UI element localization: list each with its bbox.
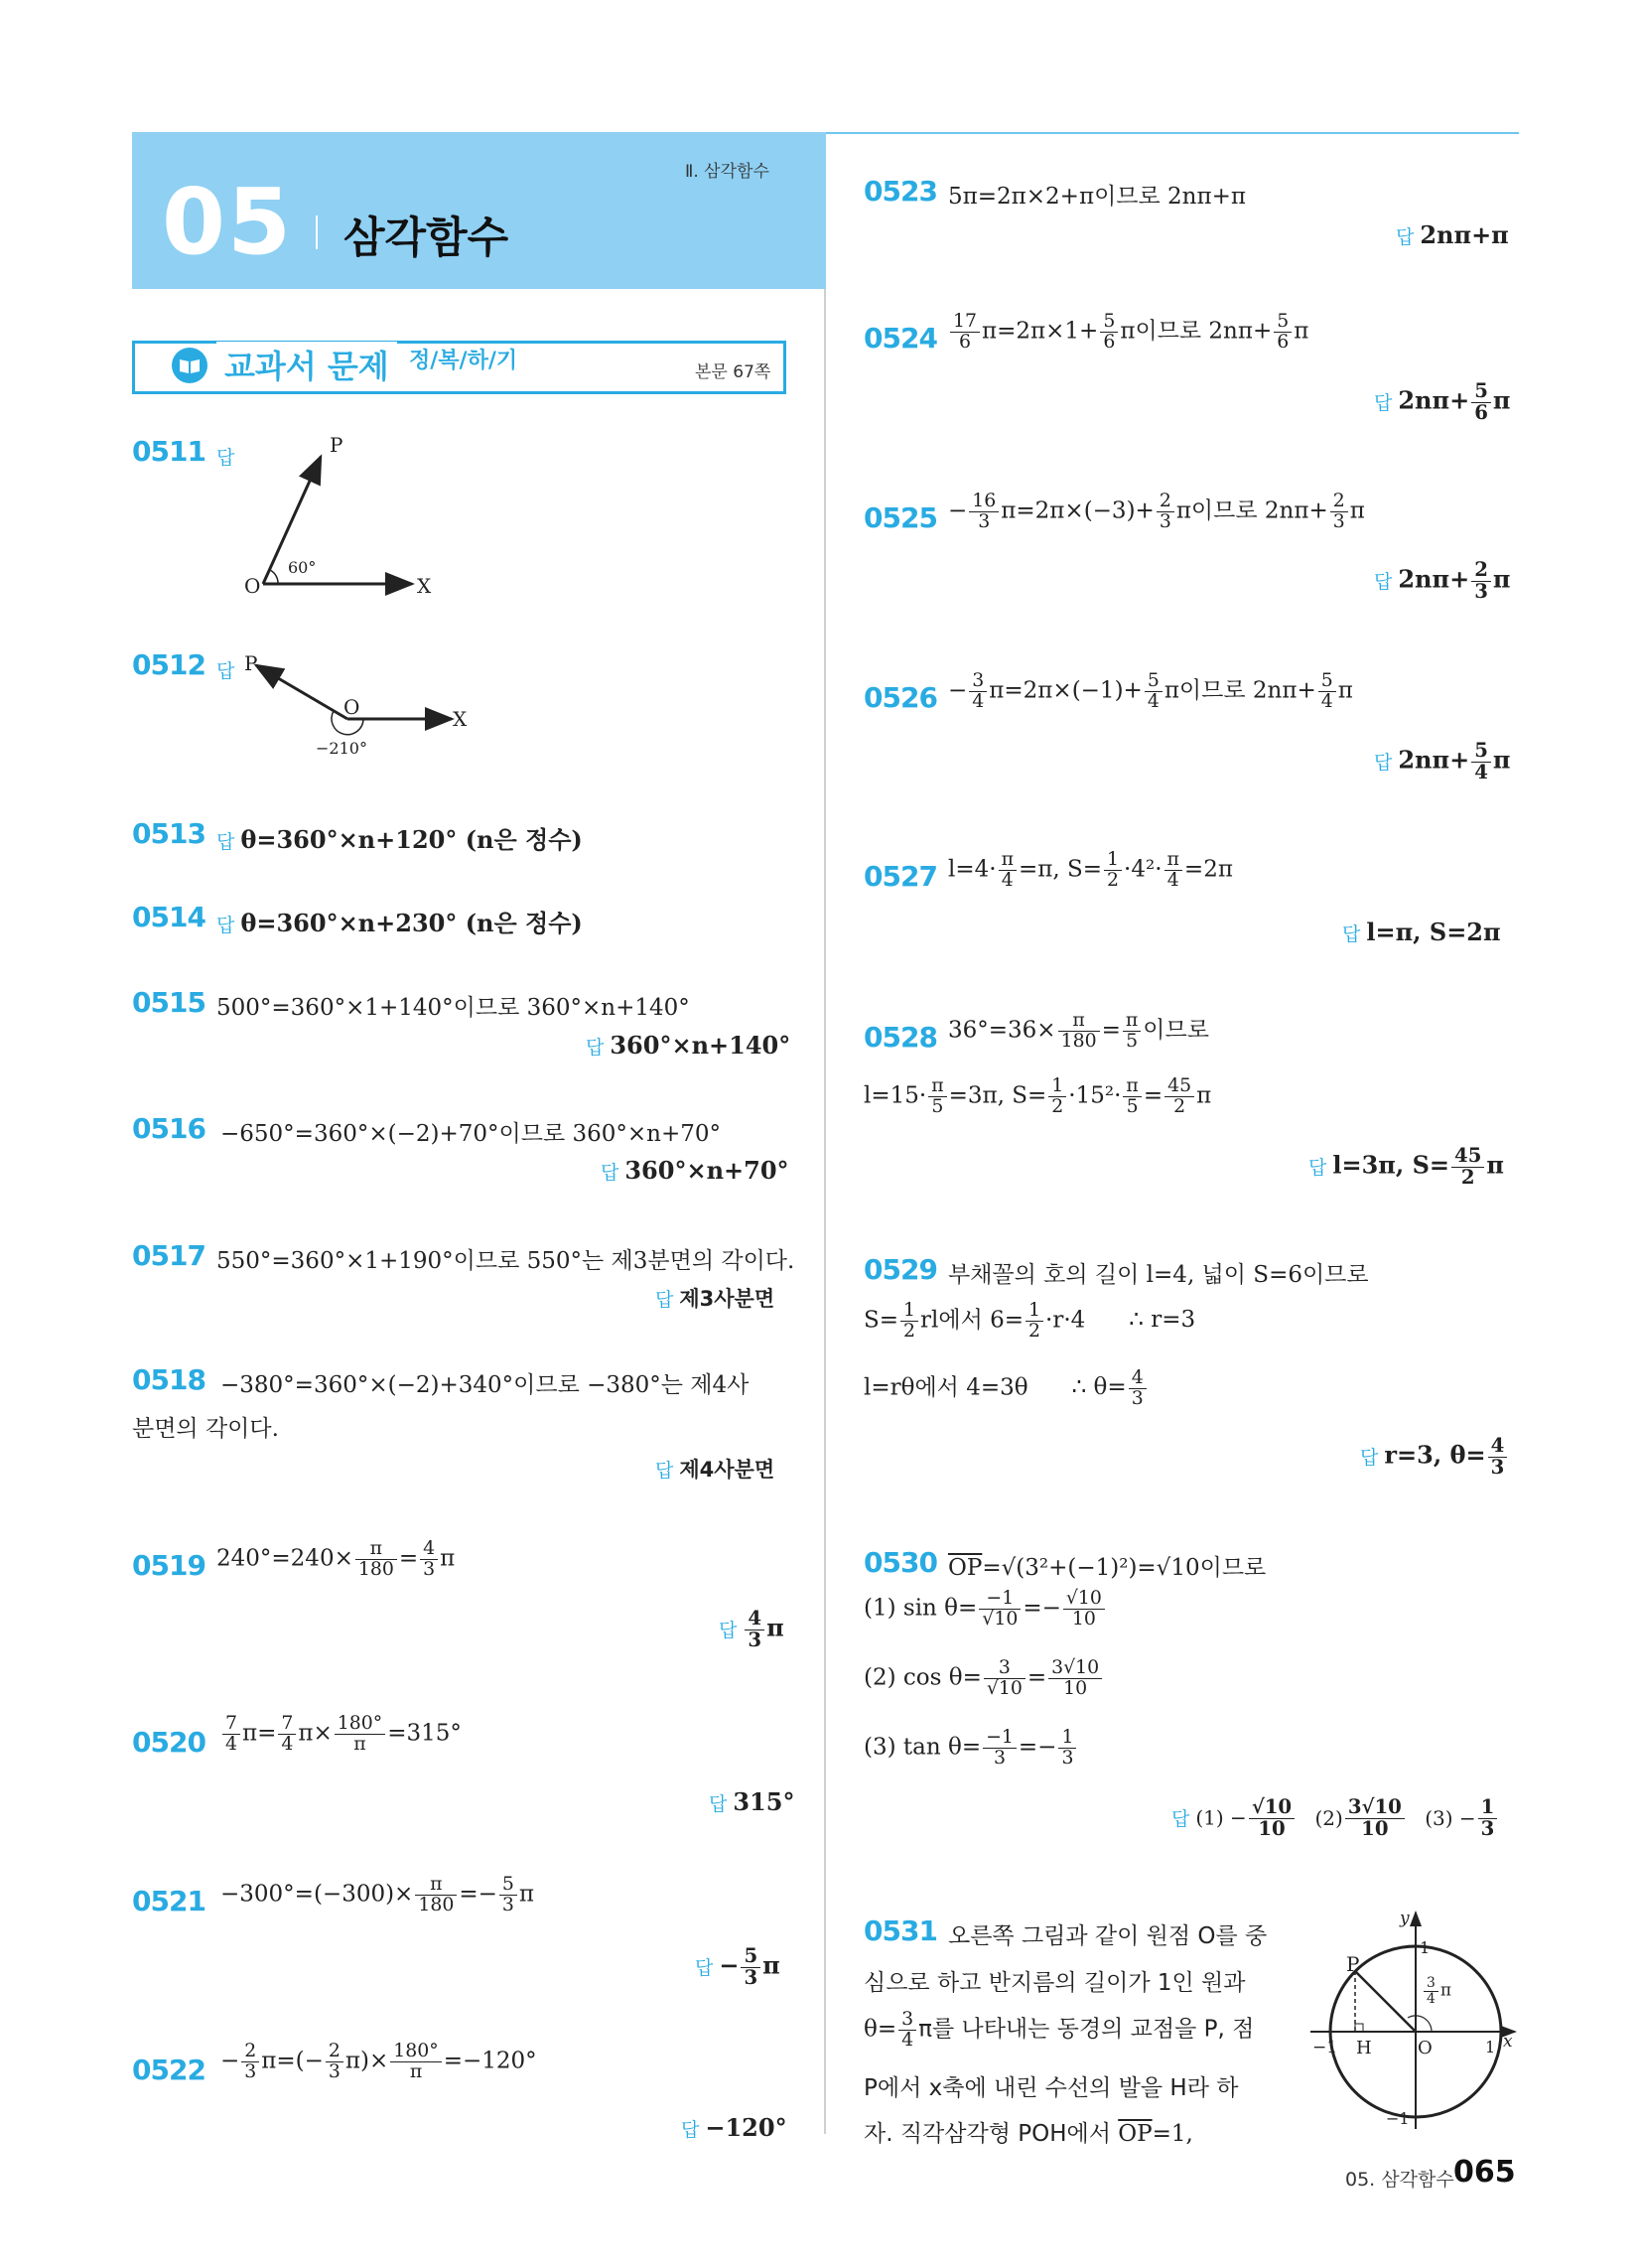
angle-label: $\frac{3}{4}$ π: [1422, 1976, 1451, 2006]
answer: 답 − $\frac{5}{3}$ π: [695, 1944, 780, 1989]
answer: l=π, S=2π: [1366, 918, 1501, 946]
page-number: 065: [1453, 2155, 1516, 2190]
problem-number: 0517: [132, 1239, 205, 1272]
answer-label: 답: [216, 831, 235, 853]
answer-label: 답: [216, 660, 235, 682]
problem-number: 0523: [864, 175, 937, 208]
problem-number: 0528: [864, 1021, 937, 1054]
problem-number: 0512: [132, 648, 205, 681]
solution-text: 자. 직각삼각형 POH에서 $\overline{OP}=1$,: [864, 2121, 1193, 2147]
tan-line: (3) tan θ= $\frac{-1}{3}$ =− $\frac{1}{3}$: [864, 1728, 1078, 1769]
answer: 답 2nπ+ $\frac{5}{4}$ π: [1374, 739, 1511, 783]
label-x: X: [417, 574, 432, 598]
solution-formula: − $\frac{3}{4}$ π=2π×(−1)+ $\frac{5}{4}$ π이므로 2nπ+ $\frac{5}{4}$ π: [948, 669, 1353, 712]
answer-label: 답: [655, 1460, 674, 1482]
answer: 답 (1) − $\frac{√10}{10}$ (2) $\frac{3√10}{10}$ (3) − $\frac{1}{3}$: [1171, 1797, 1499, 1839]
answer-label: 답: [1342, 923, 1361, 945]
solution-formula: 36°=36× $\frac{\pi}{180}$ = $\frac{\pi}{5}$ 이므로: [948, 1009, 1209, 1052]
problem-number: 0513: [132, 817, 205, 850]
answer-label: 답: [216, 447, 235, 469]
answer-label: 답: [681, 2119, 700, 2141]
footer-chapter: 05. 삼각함수: [1345, 2169, 1454, 2191]
label-o: O: [343, 695, 360, 719]
axis-label-x: x: [1503, 2032, 1513, 2052]
point-label-o: O: [1418, 2038, 1433, 2058]
answer: 답 2nπ+ $\frac{5}{6}$ π: [1374, 379, 1511, 424]
answer: 제4사분면: [679, 1458, 775, 1482]
problem-number: 0511: [132, 435, 205, 468]
answer: 360°×n+70°: [624, 1156, 789, 1185]
sin-line: (1) sin θ= $\frac{-1}{√10}$ =− $\frac{√10}{10}$: [864, 1589, 1107, 1630]
book-icon: [172, 348, 207, 383]
solution-text: 심으로 하고 반지름의 길이가 1인 원과: [864, 1970, 1246, 1996]
answer: 315°: [733, 1787, 795, 1816]
solution-formula: − $\frac{16}{3}$ π=2π×(−3)+ $\frac{2}{3}$ π이므로 2nπ+ $\frac{2}{3}$ π: [948, 490, 1365, 532]
solution-text: θ= $\frac{3}{4}$ π를 나타내는 동경의 교점을 P, 점: [864, 2008, 1255, 2051]
label-o: O: [244, 574, 261, 598]
problem-number: 0518: [132, 1363, 205, 1396]
solution-text: 오른쪽 그림과 같이 원점 O를 중: [948, 1923, 1268, 1949]
solution-formula: 240°=240× $\frac{\pi}{180}$ = $\frac{4}{3}$ π: [216, 1537, 456, 1580]
unit-circle-figure: [1308, 1909, 1523, 2131]
section-page-ref: 본문 67쪽: [695, 362, 771, 382]
answer: 답 r=3, θ= $\frac{4}{3}$: [1360, 1436, 1509, 1478]
problem-number: 0527: [864, 860, 937, 893]
label-p: P: [244, 651, 258, 675]
problem-number: 0521: [132, 1885, 205, 1917]
cos-line: (2) cos θ= $\frac{3}{√10}$ = $\frac{3√10}{10}$: [864, 1658, 1104, 1699]
answer-label: 답: [709, 1793, 728, 1815]
chapter-number: 05: [162, 169, 294, 275]
tick-label: −1: [1312, 2038, 1338, 2057]
problem-number: 0526: [864, 681, 937, 714]
solution-formula: $\frac{17}{6}$ π=2π×1+ $\frac{5}{6}$ π이므로 2nπ+ $\frac{5}{6}$ π: [948, 312, 1308, 353]
solution-formula-2: l=15· $\frac{\pi}{5}$ =3π, S= $\frac{1}{2}$ ·15²· $\frac{\pi}{5}$ = $\frac{45}{2}$ π: [864, 1074, 1212, 1117]
solution-text: $\overline{OP}=√(3^2+(-1)^2)=√10$이므로: [948, 1555, 1267, 1581]
answer: θ=360°×n+120° (n은 정수): [240, 825, 583, 854]
axis-label-y: y: [1400, 1909, 1410, 1928]
answer-label: 답: [216, 915, 235, 936]
answer: θ=360°×n+230° (n은 정수): [240, 909, 583, 937]
header-rule: [824, 132, 1519, 134]
problem-number: 0522: [132, 2054, 205, 2086]
part-label: Ⅱ. 삼각함수: [685, 162, 769, 182]
problem-number: 0516: [132, 1112, 205, 1145]
column-divider: [824, 289, 826, 2134]
section-title: 교과서 문제: [216, 342, 397, 387]
problem-number: 0515: [132, 986, 205, 1019]
solution-text-cont: 분면의 각이다.: [132, 1416, 279, 1442]
chapter-title: 삼각함수: [343, 213, 509, 263]
answer: 2nπ+π: [1420, 220, 1509, 249]
solution-formula: $\frac{7}{4}$ π= $\frac{7}{4}$ π× $\frac{180^\circ}{\pi}$ =315°: [220, 1714, 462, 1755]
problem-number: 0531: [864, 1914, 937, 1947]
solution-formula: − $\frac{2}{3}$ π=(− $\frac{2}{3}$ π)× $\frac{180^\circ}{\pi}$ =−120°: [220, 2040, 537, 2082]
answer: 답 $\frac{4}{3}$ π: [719, 1607, 784, 1651]
solution-text: −380°=360°×(−2)+340°이므로 −380°는 제4사: [220, 1372, 750, 1398]
solution-formula: −300°=(−300)× $\frac{\pi}{180}$ =− $\frac{5}{3}$ π: [220, 1873, 535, 1915]
problem-number: 0520: [132, 1726, 205, 1759]
solution-formula-3: l=rθ에서 4=3θ ∴ θ= $\frac{4}{3}$: [864, 1368, 1149, 1409]
tick-label: 1: [1420, 1938, 1431, 1957]
problem-number: 0524: [864, 322, 937, 354]
problem-number: 0529: [864, 1253, 937, 1286]
label-p: P: [330, 433, 343, 457]
problem-number: 0514: [132, 901, 205, 933]
answer: 답 l=3π, S= $\frac{45}{2}$ π: [1308, 1144, 1504, 1189]
solution-text: 550°=360°×1+190°이므로 550°는 제3분면의 각이다.: [216, 1248, 795, 1274]
solution-text: P에서 x축에 내린 수선의 발을 H라 하: [864, 2075, 1239, 2101]
solution-text: −650°=360°×(−2)+70°이므로 360°×n+70°: [220, 1121, 721, 1147]
solution-formula-2: S= $\frac{1}{2}$ rl에서 6= $\frac{1}{2}$ ·r·4 ∴ r=3: [864, 1299, 1196, 1342]
problem-number: 0525: [864, 501, 937, 534]
answer-label: 답: [586, 1037, 605, 1059]
solution-text: 5π=2π×2+π이므로 2nπ+π: [948, 184, 1246, 210]
answer-label: 답: [1396, 226, 1415, 248]
problem-number: 0519: [132, 1549, 205, 1582]
answer: 답 2nπ+ $\frac{2}{3}$ π: [1374, 558, 1511, 603]
answer: 제3사분면: [679, 1287, 775, 1311]
answer-label: 답: [601, 1162, 619, 1184]
point-label-p: P: [1346, 1952, 1360, 1976]
section-subtitle: 정/복/하/기: [409, 344, 525, 374]
solution-formula: l=4· $\frac{\pi}{4}$ =π, S= $\frac{1}{2}$ ·4²· $\frac{\pi}{4}$ =2π: [948, 848, 1233, 891]
solution-text: 부채꼴의 호의 길이 l=4, 넓이 S=6이므로: [948, 1262, 1369, 1288]
angle-label: 60°: [288, 558, 317, 577]
solution-text: 500°=360°×1+140°이므로 360°×n+140°: [216, 995, 690, 1021]
answer: −120°: [705, 2113, 787, 2142]
point-label-h: H: [1356, 2038, 1372, 2058]
tick-label: −1: [1386, 2109, 1410, 2128]
angle-label: −210°: [316, 739, 367, 758]
answer: 360°×n+140°: [610, 1031, 791, 1060]
problem-number: 0530: [864, 1546, 937, 1579]
tick-label: 1: [1485, 2038, 1496, 2056]
chapter-divider: [316, 215, 318, 249]
answer-label: 답: [655, 1289, 674, 1311]
label-x: X: [453, 707, 468, 731]
